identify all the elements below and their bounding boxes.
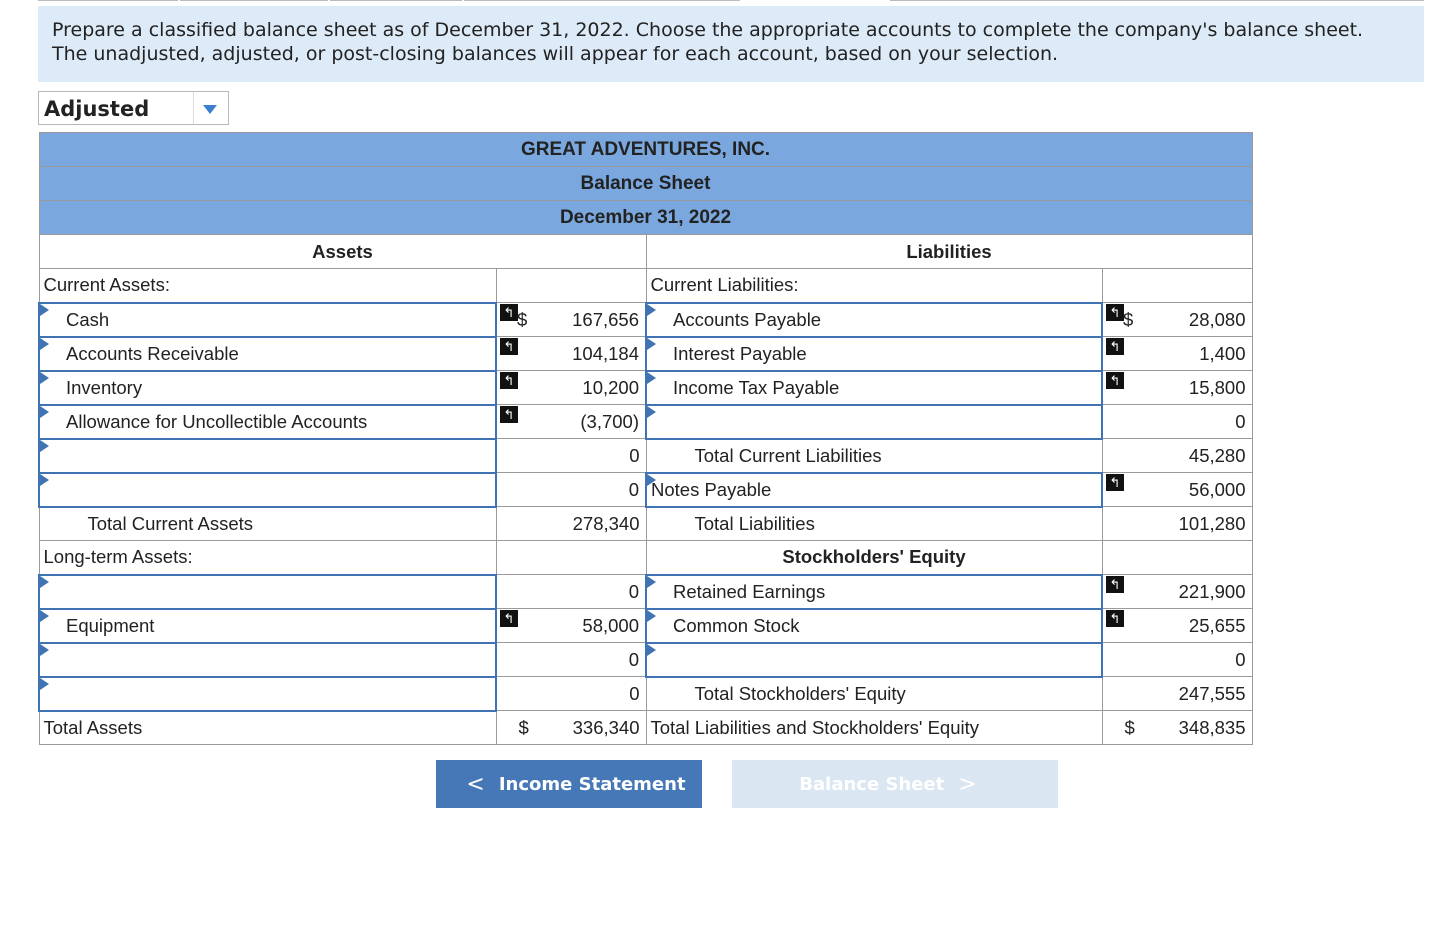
liability-account-name: Income Tax Payable	[673, 376, 840, 398]
current-assets-label: Current Assets:	[39, 269, 496, 303]
liability-account-name: Interest Payable	[673, 342, 807, 364]
dropdown-flag-icon	[647, 576, 656, 588]
asset-account-name: Inventory	[66, 376, 143, 398]
equity-amount	[1102, 609, 1252, 643]
equity-amount: 0	[1102, 643, 1252, 677]
liability-account-select[interactable]	[646, 405, 1102, 439]
instruction-line-2: The unadjusted, adjusted, or post-closing balances will appear for each account, based on your selection.	[52, 43, 1059, 65]
table-row	[39, 609, 1252, 643]
dropdown-flag-icon	[647, 406, 656, 418]
liability-account-select[interactable]	[646, 303, 1102, 337]
equity-account-name: Retained Earnings	[673, 580, 826, 602]
asset-amount: 0	[496, 575, 646, 609]
equity-amount	[1102, 541, 1252, 575]
table-row	[39, 677, 1252, 711]
currency-symbol: $	[518, 717, 529, 738]
dropdown-flag-icon	[40, 338, 49, 350]
equity-account-select[interactable]	[646, 575, 1102, 609]
dropdown-flag-icon	[647, 610, 656, 622]
table-row	[39, 541, 1252, 575]
liability-amount-value: 28,080	[1188, 308, 1246, 330]
total-liabilities-equity-value: 348,835	[1178, 716, 1246, 738]
dropdown-flag-icon	[40, 474, 49, 486]
table-row	[39, 269, 1252, 303]
balance-type-value: Adjusted	[44, 97, 150, 121]
total-liabilities-equity-label: Total Liabilities and Stockholders' Equity	[646, 711, 1102, 745]
asset-account-select[interactable]	[39, 575, 496, 609]
liability-account-select[interactable]	[646, 473, 1102, 507]
assets-heading: Assets	[39, 235, 646, 269]
asset-account-name: Accounts Receivable	[66, 342, 239, 364]
chevron-left-icon: <	[466, 771, 485, 797]
liability-account-name: Accounts Payable	[673, 308, 822, 330]
dropdown-flag-icon	[40, 610, 49, 622]
balance-type-select[interactable]	[38, 91, 229, 125]
asset-amount: 0	[496, 643, 646, 677]
table-row	[39, 303, 1252, 337]
back-arrow-icon: ↰	[1106, 338, 1124, 355]
equity-amount-value: 25,655	[1188, 614, 1246, 636]
equity-account-name: Common Stock	[673, 614, 800, 636]
dropdown-flag-icon	[647, 338, 656, 350]
asset-amount-value: (3,700)	[580, 410, 639, 432]
asset-account-select[interactable]	[39, 303, 496, 337]
asset-account-name: Cash	[66, 308, 110, 330]
total-current-liabilities-amount: 45,280	[1102, 439, 1252, 473]
dropdown-flag-icon	[40, 678, 49, 690]
table-row	[39, 371, 1252, 405]
liability-amount-value: 15,800	[1188, 376, 1246, 398]
back-arrow-icon: ↰	[500, 610, 518, 627]
dropdown-flag-icon	[647, 474, 656, 486]
liability-amount	[1102, 269, 1252, 303]
table-row	[39, 643, 1252, 677]
statement-title: Balance Sheet	[39, 167, 1252, 201]
liability-account-select[interactable]	[646, 337, 1102, 371]
asset-account-select[interactable]	[39, 609, 496, 643]
total-current-assets-label: Total Current Assets	[39, 507, 496, 541]
asset-account-select[interactable]	[39, 337, 496, 371]
table-row	[39, 507, 1252, 541]
back-arrow-icon: ↰	[1106, 576, 1124, 593]
total-liabilities-amount: 101,280	[1102, 507, 1252, 541]
statement-date: December 31, 2022	[39, 201, 1252, 235]
long-term-assets-label: Long-term Assets:	[39, 541, 496, 575]
asset-account-select[interactable]	[39, 439, 496, 473]
asset-amount-value: 58,000	[582, 614, 639, 636]
asset-account-select[interactable]	[39, 643, 496, 677]
back-arrow-icon: ↰	[1106, 372, 1124, 389]
liability-amount	[1102, 303, 1252, 337]
asset-account-select[interactable]	[39, 677, 496, 711]
table-row	[39, 439, 1252, 473]
dropdown-flag-icon	[40, 372, 49, 384]
equity-amount-value: 221,900	[1178, 580, 1246, 602]
dropdown-flag-icon	[647, 372, 656, 384]
liability-account-name: Notes Payable	[651, 478, 772, 500]
chevron-down-icon[interactable]	[203, 105, 217, 114]
tab-strip	[38, 0, 1424, 4]
total-stockholders-equity-amount: 247,555	[1102, 677, 1252, 711]
liability-amount: 0	[1102, 405, 1252, 439]
liability-amount	[1102, 337, 1252, 371]
back-arrow-icon: ↰	[1106, 610, 1124, 627]
current-liabilities-label: Current Liabilities:	[646, 269, 1102, 303]
asset-amount	[496, 269, 646, 303]
chevron-right-icon: >	[958, 771, 977, 797]
asset-amount: 0	[496, 439, 646, 473]
liability-amount	[1102, 371, 1252, 405]
total-liabilities-equity-amount	[1102, 711, 1252, 745]
asset-amount: 0	[496, 473, 646, 507]
dropdown-flag-icon	[40, 440, 49, 452]
back-arrow-icon: ↰	[500, 304, 518, 321]
equity-amount	[1102, 575, 1252, 609]
dropdown-flag-icon	[40, 304, 49, 316]
total-current-assets-amount: 278,340	[496, 507, 646, 541]
asset-account-select[interactable]	[39, 371, 496, 405]
asset-amount	[496, 609, 646, 643]
select-divider	[193, 92, 194, 124]
table-row	[39, 473, 1252, 507]
asset-amount	[496, 337, 646, 371]
instructions-panel	[38, 6, 1424, 82]
dropdown-flag-icon	[647, 304, 656, 316]
asset-amount	[496, 405, 646, 439]
table-row	[39, 337, 1252, 371]
equity-account-select[interactable]	[646, 609, 1102, 643]
currency-symbol: $	[517, 309, 528, 330]
total-assets-label: Total Assets	[39, 711, 496, 745]
table-row	[39, 575, 1252, 609]
currency-symbol: $	[1123, 309, 1134, 330]
asset-amount	[496, 303, 646, 337]
equity-account-select[interactable]	[646, 643, 1102, 677]
asset-amount-value: 10,200	[582, 376, 639, 398]
next-button-label: Balance Sheet	[799, 773, 945, 795]
back-arrow-icon: ↰	[500, 406, 518, 423]
back-arrow-icon: ↰	[500, 372, 518, 389]
asset-amount	[496, 371, 646, 405]
asset-amount	[496, 541, 646, 575]
back-arrow-icon: ↰	[500, 338, 518, 355]
liability-amount-value: 1,400	[1199, 342, 1246, 364]
back-arrow-icon: ↰	[1106, 474, 1124, 491]
liabilities-heading: Liabilities	[646, 235, 1252, 269]
total-current-liabilities-label: Total Current Liabilities	[646, 439, 1102, 473]
company-name: GREAT ADVENTURES, INC.	[39, 133, 1252, 167]
total-liabilities-label: Total Liabilities	[646, 507, 1102, 541]
asset-account-name: Equipment	[66, 614, 155, 636]
asset-account-select[interactable]	[39, 473, 496, 507]
total-assets-value: 336,340	[572, 716, 640, 738]
total-stockholders-equity-label: Total Stockholders' Equity	[646, 677, 1102, 711]
dropdown-flag-icon	[40, 576, 49, 588]
dropdown-flag-icon	[40, 644, 49, 656]
asset-amount-value: 167,656	[572, 308, 639, 330]
asset-account-select[interactable]	[39, 405, 496, 439]
asset-account-name: Allowance for Uncollectible Accounts	[66, 410, 368, 432]
balance-sheet-table	[38, 132, 1253, 745]
prev-income-statement-button[interactable]	[436, 760, 702, 808]
asset-amount-value: 104,184	[572, 342, 639, 364]
total-assets-amount	[496, 711, 646, 745]
liability-amount-value: 56,000	[1188, 478, 1246, 500]
currency-symbol: $	[1124, 717, 1135, 738]
dropdown-flag-icon	[647, 644, 656, 656]
liability-account-select[interactable]	[646, 371, 1102, 405]
table-row	[39, 711, 1252, 745]
stockholders-equity-heading: Stockholders' Equity	[646, 541, 1102, 575]
back-arrow-icon: ↰	[1106, 304, 1124, 321]
instruction-line-1: Prepare a classified balance sheet as of December 31, 2022. Choose the appropriate accounts to complete the company's balance sheet.	[52, 19, 1364, 41]
dropdown-flag-icon	[40, 406, 49, 418]
next-balance-sheet-button[interactable]	[732, 760, 1058, 808]
table-row	[39, 405, 1252, 439]
prev-button-label: Income Statement	[498, 773, 686, 795]
liability-amount	[1102, 473, 1252, 507]
asset-amount: 0	[496, 677, 646, 711]
